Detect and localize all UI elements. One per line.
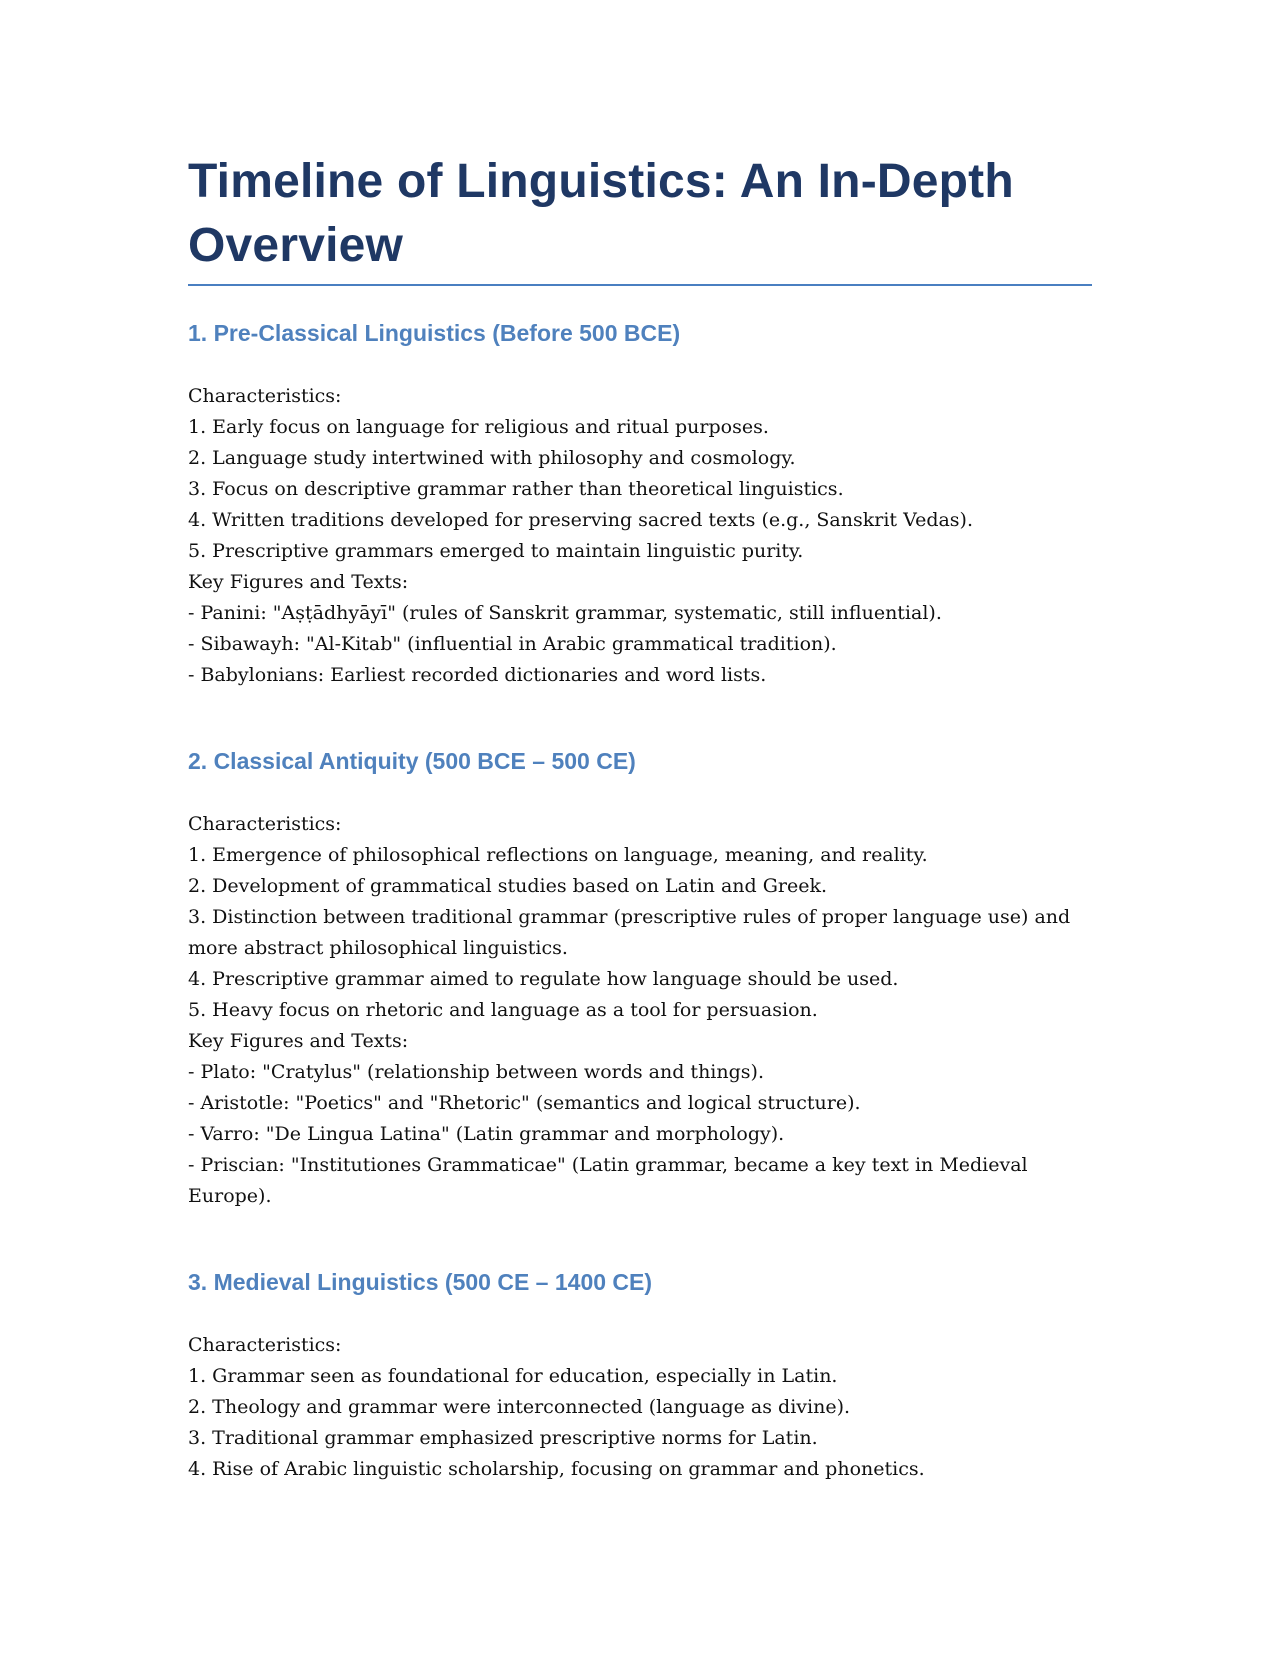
section-body-classical-antiquity xyxy=(188,809,1092,1212)
document-body xyxy=(188,150,1092,1485)
characteristics-label: Characteristics: xyxy=(188,1334,342,1356)
section-heading-medieval: 3. Medieval Linguistics (500 CE – 1400 CE) xyxy=(188,1269,653,1295)
characteristic-item: 2. Development of grammatical studies based on Latin and Greek. xyxy=(188,875,828,897)
key-figure-item: - Babylonians: Earliest recorded dictionaries and word lists. xyxy=(188,664,767,686)
characteristics-label: Characteristics: xyxy=(188,385,342,407)
characteristic-item: 2. Language study intertwined with philosophy and cosmology. xyxy=(188,447,796,469)
key-figures-label: Key Figures and Texts: xyxy=(188,1030,409,1052)
characteristic-item: 4. Written traditions developed for preserving sacred texts (e.g., Sanskrit Vedas). xyxy=(188,509,974,531)
characteristic-item: 3. Distinction between traditional grammar (prescriptive rules of proper language use) and more abstract philosophical linguistics. xyxy=(188,906,1071,959)
characteristic-item: 1. Grammar seen as foundational for education, especially in Latin. xyxy=(188,1365,838,1387)
characteristic-item: 4. Prescriptive grammar aimed to regulate how language should be used. xyxy=(188,968,899,990)
section-body-pre-classical xyxy=(188,381,1092,691)
characteristic-item: 5. Heavy focus on rhetoric and language as a tool for persuasion. xyxy=(188,999,818,1021)
section-body-medieval xyxy=(188,1330,1092,1485)
key-figure-item: - Sibawayh: "Al-Kitab" (influential in Arabic grammatical tradition). xyxy=(188,633,837,655)
characteristic-item: 3. Traditional grammar emphasized prescriptive norms for Latin. xyxy=(188,1427,818,1449)
page-title: Timeline of Linguistics: An In-Depth Overview xyxy=(188,150,1092,286)
characteristic-item: 3. Focus on descriptive grammar rather than theoretical linguistics. xyxy=(188,478,844,500)
section-heading-classical-antiquity: 2. Classical Antiquity (500 BCE – 500 CE) xyxy=(188,748,636,774)
key-figures-label: Key Figures and Texts: xyxy=(188,571,409,593)
section-heading-pre-classical: 1. Pre-Classical Linguistics (Before 500 BCE) xyxy=(188,320,681,346)
characteristic-item: 5. Prescriptive grammars emerged to maintain linguistic purity. xyxy=(188,540,804,562)
key-figure-item: - Panini: "Aṣṭādhyāyī" (rules of Sanskrit grammar, systematic, still influential). xyxy=(188,602,942,624)
key-figure-item: - Plato: "Cratylus" (relationship between words and things). xyxy=(188,1061,764,1083)
characteristic-item: 2. Theology and grammar were interconnected (language as divine). xyxy=(188,1396,851,1418)
key-figure-item: - Varro: "De Lingua Latina" (Latin grammar and morphology). xyxy=(188,1123,785,1145)
key-figure-item: - Aristotle: "Poetics" and "Rhetoric" (semantics and logical structure). xyxy=(188,1092,861,1114)
characteristics-label: Characteristics: xyxy=(188,813,342,835)
characteristic-item: 4. Rise of Arabic linguistic scholarship, focusing on grammar and phonetics. xyxy=(188,1458,925,1480)
characteristic-item: 1. Emergence of philosophical reflections on language, meaning, and reality. xyxy=(188,844,928,866)
key-figure-item: - Priscian: "Institutiones Grammaticae" (Latin grammar, became a key text in Medieval Europe). xyxy=(188,1154,1028,1207)
characteristic-item: 1. Early focus on language for religious and ritual purposes. xyxy=(188,416,769,438)
